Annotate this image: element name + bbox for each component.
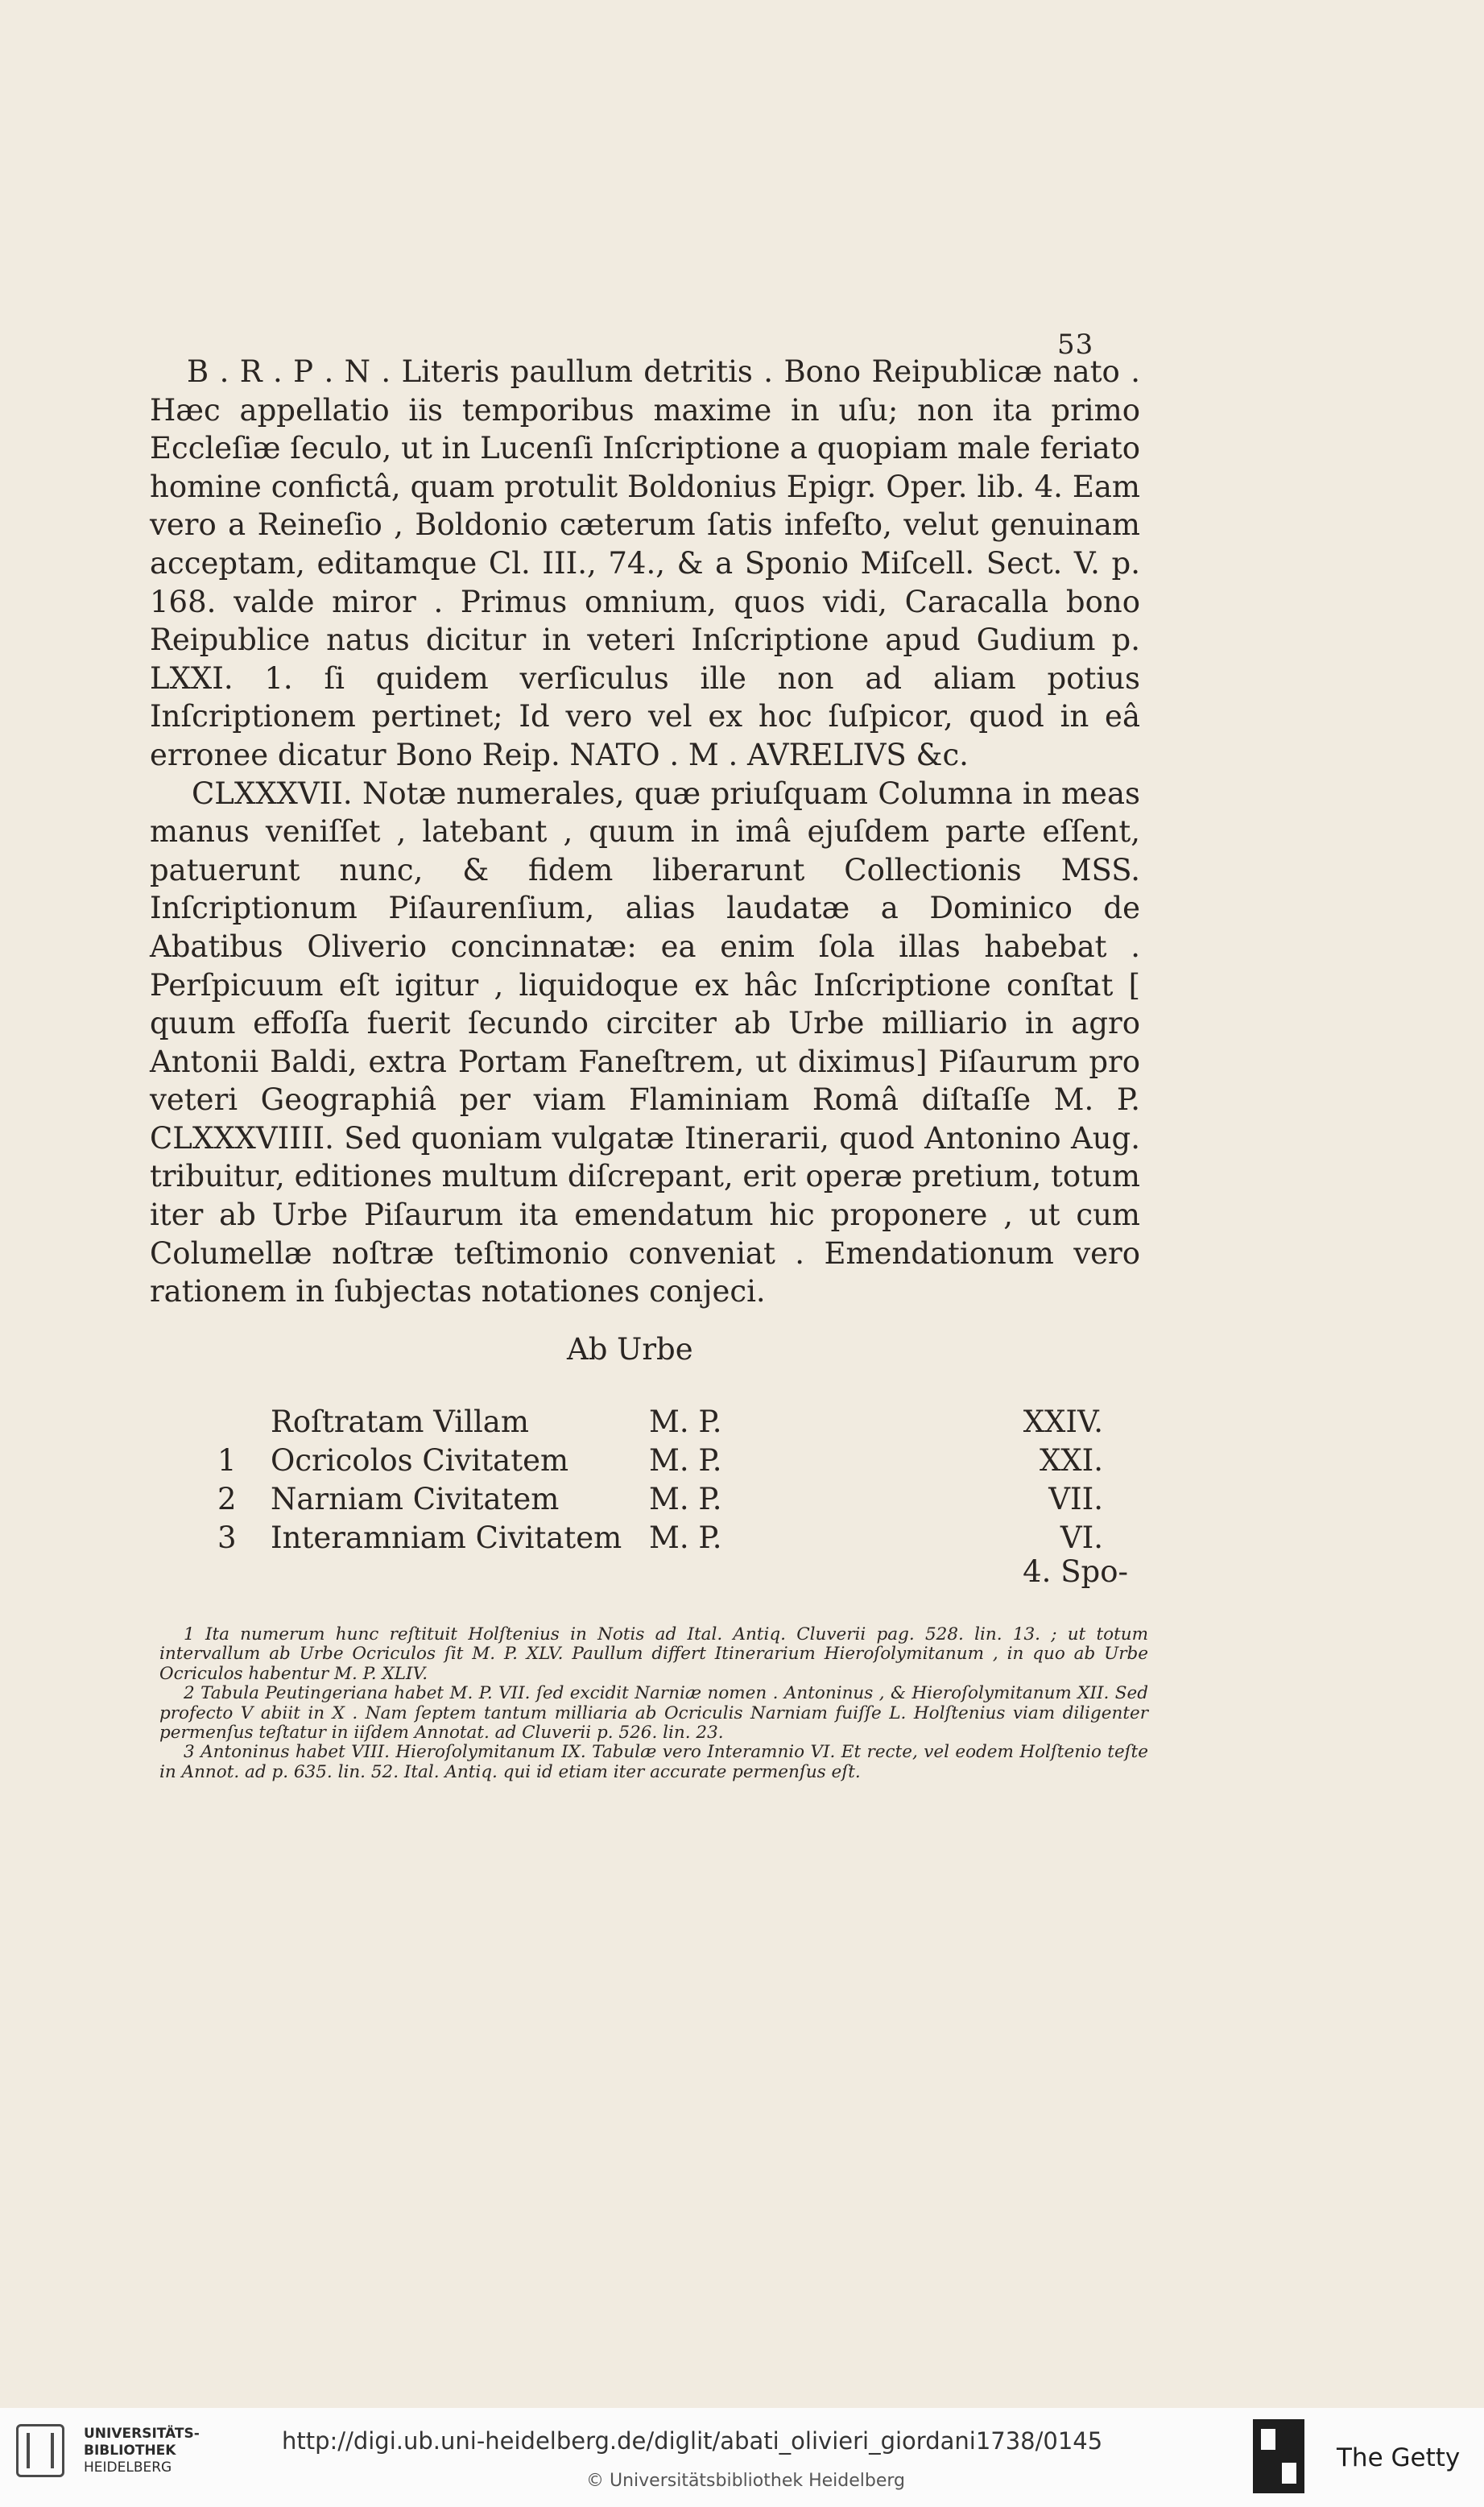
itinerary-place: Ocricolos Civitatem (271, 1443, 569, 1478)
getty-logo-icon[interactable] (1253, 2419, 1304, 2493)
copyright-notice: © Universitätsbibliothek Heidelberg (586, 2471, 906, 2491)
itinerary-place: Interamniam Civitatem (271, 1520, 622, 1555)
footnote: 1 Ita numerum hunc reſtituit Holſtenius in Notis ad Ital. Antiq. Cluverii pag. 528. lin. 13. ; ut totum intervallum ab Urbe Ocriculos ſit M. P. XLV. Paullum differt Itinerarium Hieroſolymitanum , in quo ab Urbe Ocriculos habentur M. P. XLIV. (159, 1624, 1148, 1684)
footnote: 2 Tabula Peutingeriana habet M. P. VII. ſed excidit Narniæ nomen . Antoninus , & Hieroſolymitanum XII. Sed profecto V abiit in X . Nam ſeptem tantum milliaria ab Ocriculis Narniam fuiſſe L. Holſtenius viam diligenter permenſus teſtatur in iiſdem Annotat. ad Cluverii p. 526. lin. 23. (159, 1683, 1148, 1744)
library-name-line: HEIDELBERG (84, 2459, 172, 2476)
itinerary-table (217, 1404, 1103, 1559)
itinerary-unit: M. P. (649, 1443, 722, 1478)
itinerary-note-number: 3 (217, 1520, 237, 1555)
itinerary-row (217, 1520, 1103, 1559)
main-text (150, 353, 1140, 1311)
itinerary-row (217, 1443, 1103, 1482)
footnote: 3 Antoninus habet VIII. Hieroſolymitanum IX. Tabulæ vero Interamnio VI. Et recte, vel eodem Holſtenio teſte in Annot. ad p. 635. lin. 52. Ital. Antiq. qui id etiam iter accurate permenſus eſt. (159, 1742, 1148, 1782)
itinerary-row (217, 1482, 1103, 1520)
paragraph-clxxxvii: CLXXXVII. Notæ numerales, quæ priuſquam Columna in meas manus veniſſet , latebant , quum in imâ ejuſdem parte eſſent, patuerunt nunc, & fidem liberarunt Collectionis MSS. Inſcriptionum Piſaurenſium, alias laudatæ a Dominico de Abatibus Oliverio concinnatæ: ea enim ſola illas habebat . Perſpicuum eſt igitur , liquidoque ex hâc Inſcriptione conſtat [ quum effoſſa fuerit ſecundo circiter ab Urbe milliario in agro Antonii Baldi, extra Portam Faneſtrem, ut diximus] Piſaurum pro veteri Geographiâ per viam Flaminiam Româ diſtaſſe M. P. CLXXXVIIII. Sed quoniam vulgatæ Itinerarii, quod Antonino Aug. tribuitur, editiones multum diſcrepant, erit operæ pretium, totum iter ab Urbe Piſaurum ita emendatum hic proponere , ut cum Columellæ noſtræ teſtimonio conveniat . Emendationum vero rationem in ſubjectas notationes conjeci. (150, 776, 1140, 1309)
itinerary-unit: M. P. (649, 1482, 722, 1516)
footnotes (159, 1625, 1148, 1782)
university-library-logo-icon[interactable] (16, 2424, 64, 2477)
partner-name[interactable]: The Getty (1337, 2443, 1461, 2472)
itinerary-unit: M. P. (649, 1520, 722, 1555)
itinerary-distance: VII. (1048, 1482, 1103, 1516)
itinerary-unit: M. P. (649, 1404, 722, 1439)
itinerary-heading: Ab Urbe (567, 1332, 693, 1367)
library-name-line: UNIVERSITÄTS- (84, 2426, 200, 2442)
itinerary-note-number: 2 (217, 1482, 237, 1516)
itinerary-place: Roſtratam Villam (271, 1404, 529, 1439)
itinerary-distance: VI. (1060, 1520, 1103, 1555)
itinerary-distance: XXI. (1039, 1443, 1103, 1478)
viewer-footer (0, 2408, 1484, 2507)
catchword: 4. Spo- (1023, 1554, 1128, 1589)
paragraph-brpn: B . R . P . N . Literis paullum detritis . Bono Reipublicæ nato . Hæc appellatio iis temporibus maxime in uſu; non ita primo Eccleſiæ ſeculo, ut in Lucenſi Inſcriptione a quopiam male feriato homine confictâ, quam protulit Boldonius Epigr. Oper. lib. 4. Eam vero a Reineſio , Boldonio cæterum ſatis infeſto, velut genuinam acceptam, editamque Cl. III., 74., & a Sponio Miſcell. Sect. V. p. 168. valde miror . Primus omnium, quos vidi, Caracalla bono Reipublice natus dicitur in veteri Inſcriptione apud Gudium p. LXXI. 1. ſi quidem verſiculus ille non ad aliam potius Inſcriptionem pertinet; Id vero vel ex hoc ſuſpicor, quod in eâ erronee dicatur Bono Reip. NATO . M . AVRELIVS &c. (150, 354, 1140, 772)
page-number: 53 (1057, 329, 1094, 361)
itinerary-distance: XXIV. (1023, 1404, 1103, 1439)
permalink[interactable]: http://digi.ub.uni-heidelberg.de/diglit/abati_olivieri_giordani1738/0145 (282, 2427, 1103, 2455)
library-name[interactable] (84, 2426, 200, 2476)
itinerary-row (217, 1404, 1103, 1443)
library-name-line: BIBLIOTHEK (84, 2443, 176, 2459)
itinerary-note-number: 1 (217, 1443, 237, 1478)
itinerary-place: Narniam Civitatem (271, 1482, 560, 1516)
